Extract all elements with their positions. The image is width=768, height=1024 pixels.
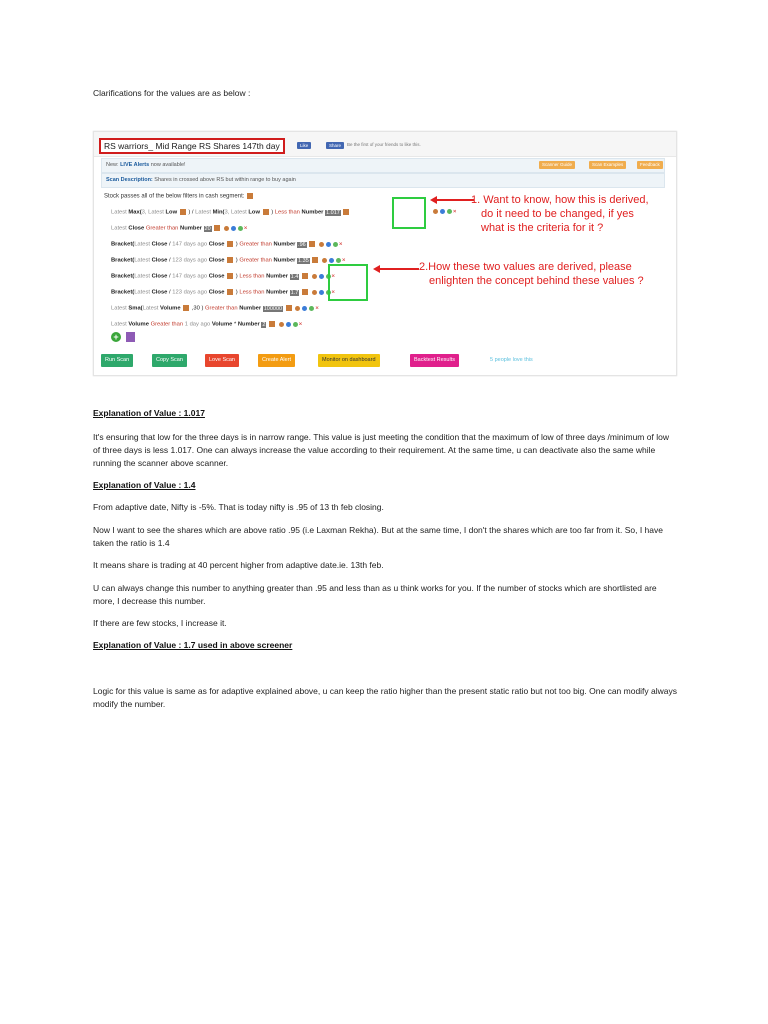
delete-icon[interactable]: ×	[338, 241, 343, 248]
highlight-box-1017	[392, 197, 426, 229]
copy-icon[interactable]	[295, 306, 300, 311]
toggle-icon[interactable]	[238, 226, 243, 231]
row-1-actions	[432, 209, 456, 215]
edit-icon[interactable]	[343, 209, 349, 215]
duplicate-icon[interactable]	[326, 242, 331, 247]
copy-icon[interactable]	[279, 322, 284, 327]
scanner-guide-button[interactable]: Scanner Guide	[539, 161, 575, 169]
duplicate-icon[interactable]	[231, 226, 236, 231]
delete-icon[interactable]: ×	[331, 273, 335, 280]
heading-14: Explanation of Value : 1.4	[93, 480, 196, 490]
highlight-box-14-17	[328, 264, 368, 301]
copy-icon[interactable]	[319, 242, 324, 247]
arrow-2-head	[373, 265, 380, 273]
scan-title: RS warriors_ Mid Range RS Shares 147th day	[99, 138, 285, 154]
screenshot-header	[94, 132, 676, 157]
paragraph-few-stocks: If there are few stocks, I increase it.	[93, 618, 227, 628]
edit-icon[interactable]	[183, 305, 189, 311]
copy-icon[interactable]	[322, 258, 327, 263]
edit-icon[interactable]	[227, 241, 233, 247]
fb-share-button[interactable]: Share	[326, 142, 344, 149]
copy-icon[interactable]	[224, 226, 229, 231]
value-135[interactable]: 1.35	[298, 257, 309, 264]
duplicate-icon[interactable]	[319, 290, 324, 295]
delete-icon[interactable]: ×	[331, 289, 335, 296]
heading-1017: Explanation of Value : 1.017	[93, 408, 205, 418]
delete-icon[interactable]: ×	[453, 209, 457, 216]
paragraph-40-percent: It means share is trading at 40 percent higher from adaptive date.ie. 13th feb.	[93, 560, 384, 570]
edit-icon[interactable]	[269, 321, 275, 327]
edit-icon[interactable]	[263, 209, 269, 215]
arrow-1-head	[430, 196, 437, 204]
filter-row-4: Bracket(Latest Close / 123 days ago Close ) Greater than Number 1.35 ×	[111, 257, 346, 264]
edit-icon[interactable]	[227, 257, 233, 263]
value-20[interactable]: 20	[204, 225, 211, 232]
toggle-icon[interactable]	[336, 258, 341, 263]
copy-scan-button[interactable]: Copy Scan	[152, 354, 187, 367]
value-100000[interactable]: 100000	[263, 305, 283, 312]
edit-icon[interactable]	[214, 225, 220, 231]
duplicate-icon[interactable]	[302, 306, 307, 311]
toggle-icon[interactable]	[333, 242, 338, 247]
paragraph-adaptive: From adaptive date, Nifty is -5%. That is today nifty is .95 of 13 th feb closing.	[93, 502, 384, 512]
fb-like-button[interactable]: Like	[297, 142, 311, 149]
delete-icon[interactable]: ×	[315, 305, 319, 312]
info-icon	[247, 193, 253, 199]
duplicate-icon[interactable]	[329, 258, 334, 263]
filter-row-6: Bracket(Latest Close / 123 days ago Close ) Less than Number 1.7 ×	[111, 289, 335, 296]
run-scan-button[interactable]: Run Scan	[101, 354, 133, 367]
scanner-screenshot	[93, 131, 677, 376]
fb-text: Be the first of your friends to like this.	[347, 142, 421, 147]
toggle-icon[interactable]	[309, 306, 314, 311]
copy-icon[interactable]	[312, 290, 317, 295]
paragraph-logic: Logic for this value is same as for adaptive explained above, u can keep the ratio higher than the present static ratio but not too big. One can modify always modify the number.	[93, 686, 678, 709]
arrow-1	[436, 199, 474, 201]
create-alert-button[interactable]: Create Alert	[258, 354, 295, 367]
value-14[interactable]: 1.4	[290, 273, 299, 280]
value-17[interactable]: 1.7	[290, 289, 299, 296]
delete-icon[interactable]: ×	[298, 321, 303, 328]
edit-icon[interactable]	[180, 209, 186, 215]
love-count: 5 people love this	[490, 357, 533, 363]
duplicate-icon[interactable]	[286, 322, 291, 327]
paragraph-ratio: Now I want to see the shares which are above ratio .95 (i.e Laxman Rekha). But at the same time, I don't the shares which are too far from it. So, I have taken the ratio is 1.4	[93, 525, 663, 548]
feedback-button[interactable]: Feedback	[637, 161, 663, 169]
live-alerts-link[interactable]: LIVE Alerts	[120, 162, 150, 168]
value-096[interactable]: .96	[298, 241, 306, 248]
filter-row-8: Latest Volume Greater than 1 day ago Volume * Number 2 ×	[111, 321, 303, 328]
value-2[interactable]: 2	[262, 321, 266, 328]
duplicate-icon[interactable]	[440, 209, 445, 214]
paragraph-change-number: U can always change this number to anything greater than .95 and less than as u think works for you. If the number of stocks which are shortlisted are more, I decrease this number.	[93, 583, 657, 606]
edit-icon[interactable]	[309, 241, 315, 247]
edit-icon[interactable]	[227, 289, 233, 295]
edit-icon[interactable]	[302, 273, 308, 279]
value-1017[interactable]: 1.017	[326, 209, 340, 216]
edit-icon[interactable]	[312, 257, 318, 263]
delete-icon[interactable]: ×	[243, 225, 248, 232]
arrow-2	[379, 268, 419, 270]
alert-bar	[101, 158, 665, 173]
scan-description-label: Scan Description:	[106, 177, 153, 183]
toggle-icon[interactable]	[447, 209, 452, 214]
heading-17: Explanation of Value : 1.7 used in above screener	[93, 640, 293, 650]
filter-row-3: Bracket(Latest Close / 147 days ago Close ) Greater than Number .96 ×	[111, 241, 343, 248]
filter-row-5: Bracket(Latest Close / 147 days ago Close ) Less than Number 1.4 ×	[111, 273, 335, 280]
annotation-2: 2.How these two values are derived, please enlighten the concept behind these values ?	[419, 261, 644, 287]
copy-icon[interactable]	[433, 209, 438, 214]
copy-filters-icon[interactable]	[126, 332, 135, 342]
scan-examples-button[interactable]: Scan Examples	[589, 161, 626, 169]
filter-row-7: Latest Sma(Latest Volume ,30 ) Greater than Number 100000 ×	[111, 305, 319, 312]
passes-text: Stock passes all of the below filters in cash segment:	[104, 193, 254, 200]
toggle-icon[interactable]	[293, 322, 298, 327]
edit-icon[interactable]	[227, 273, 233, 279]
add-filter-icon[interactable]: +	[111, 332, 121, 342]
edit-icon[interactable]	[302, 289, 308, 295]
paragraph-1017: It's ensuring that low for the three days is in narrow range. This value is just meeting the condition that the maximum of low of three days /minimum of low of three days is less 1.017. One can always increase the value according to their requirement. At the same time, u can deactivate also the same while running the scanner above scanner.	[93, 432, 669, 468]
filter-row-2: Latest Close Greater than Number 20 ×	[111, 225, 248, 232]
delete-icon[interactable]: ×	[342, 257, 346, 264]
copy-icon[interactable]	[312, 274, 317, 279]
edit-icon[interactable]	[286, 305, 292, 311]
scan-description-bar	[101, 173, 665, 188]
alert-new: New:	[106, 162, 119, 168]
love-scan-button[interactable]: Love Scan	[205, 354, 239, 367]
backtest-results-button[interactable]: Backtest Results	[410, 354, 459, 367]
intro-text: Clarifications for the values are as below :	[93, 88, 251, 98]
alert-rest: now available!	[150, 162, 186, 168]
annotation-1: 1. Want to know, how this is derived, do it need to be changed, if yes what is the criteria for it ?	[471, 194, 649, 234]
scan-description-text: Shares in crossed above RS but within range to buy again	[154, 177, 296, 183]
monitor-dashboard-button[interactable]: Monitor on dashboard	[318, 354, 380, 367]
duplicate-icon[interactable]	[319, 274, 324, 279]
filter-row-1: Latest Max(3, Latest Low ) / Latest Min(3, Latest Low ) Less than Number 1.017	[111, 209, 350, 216]
